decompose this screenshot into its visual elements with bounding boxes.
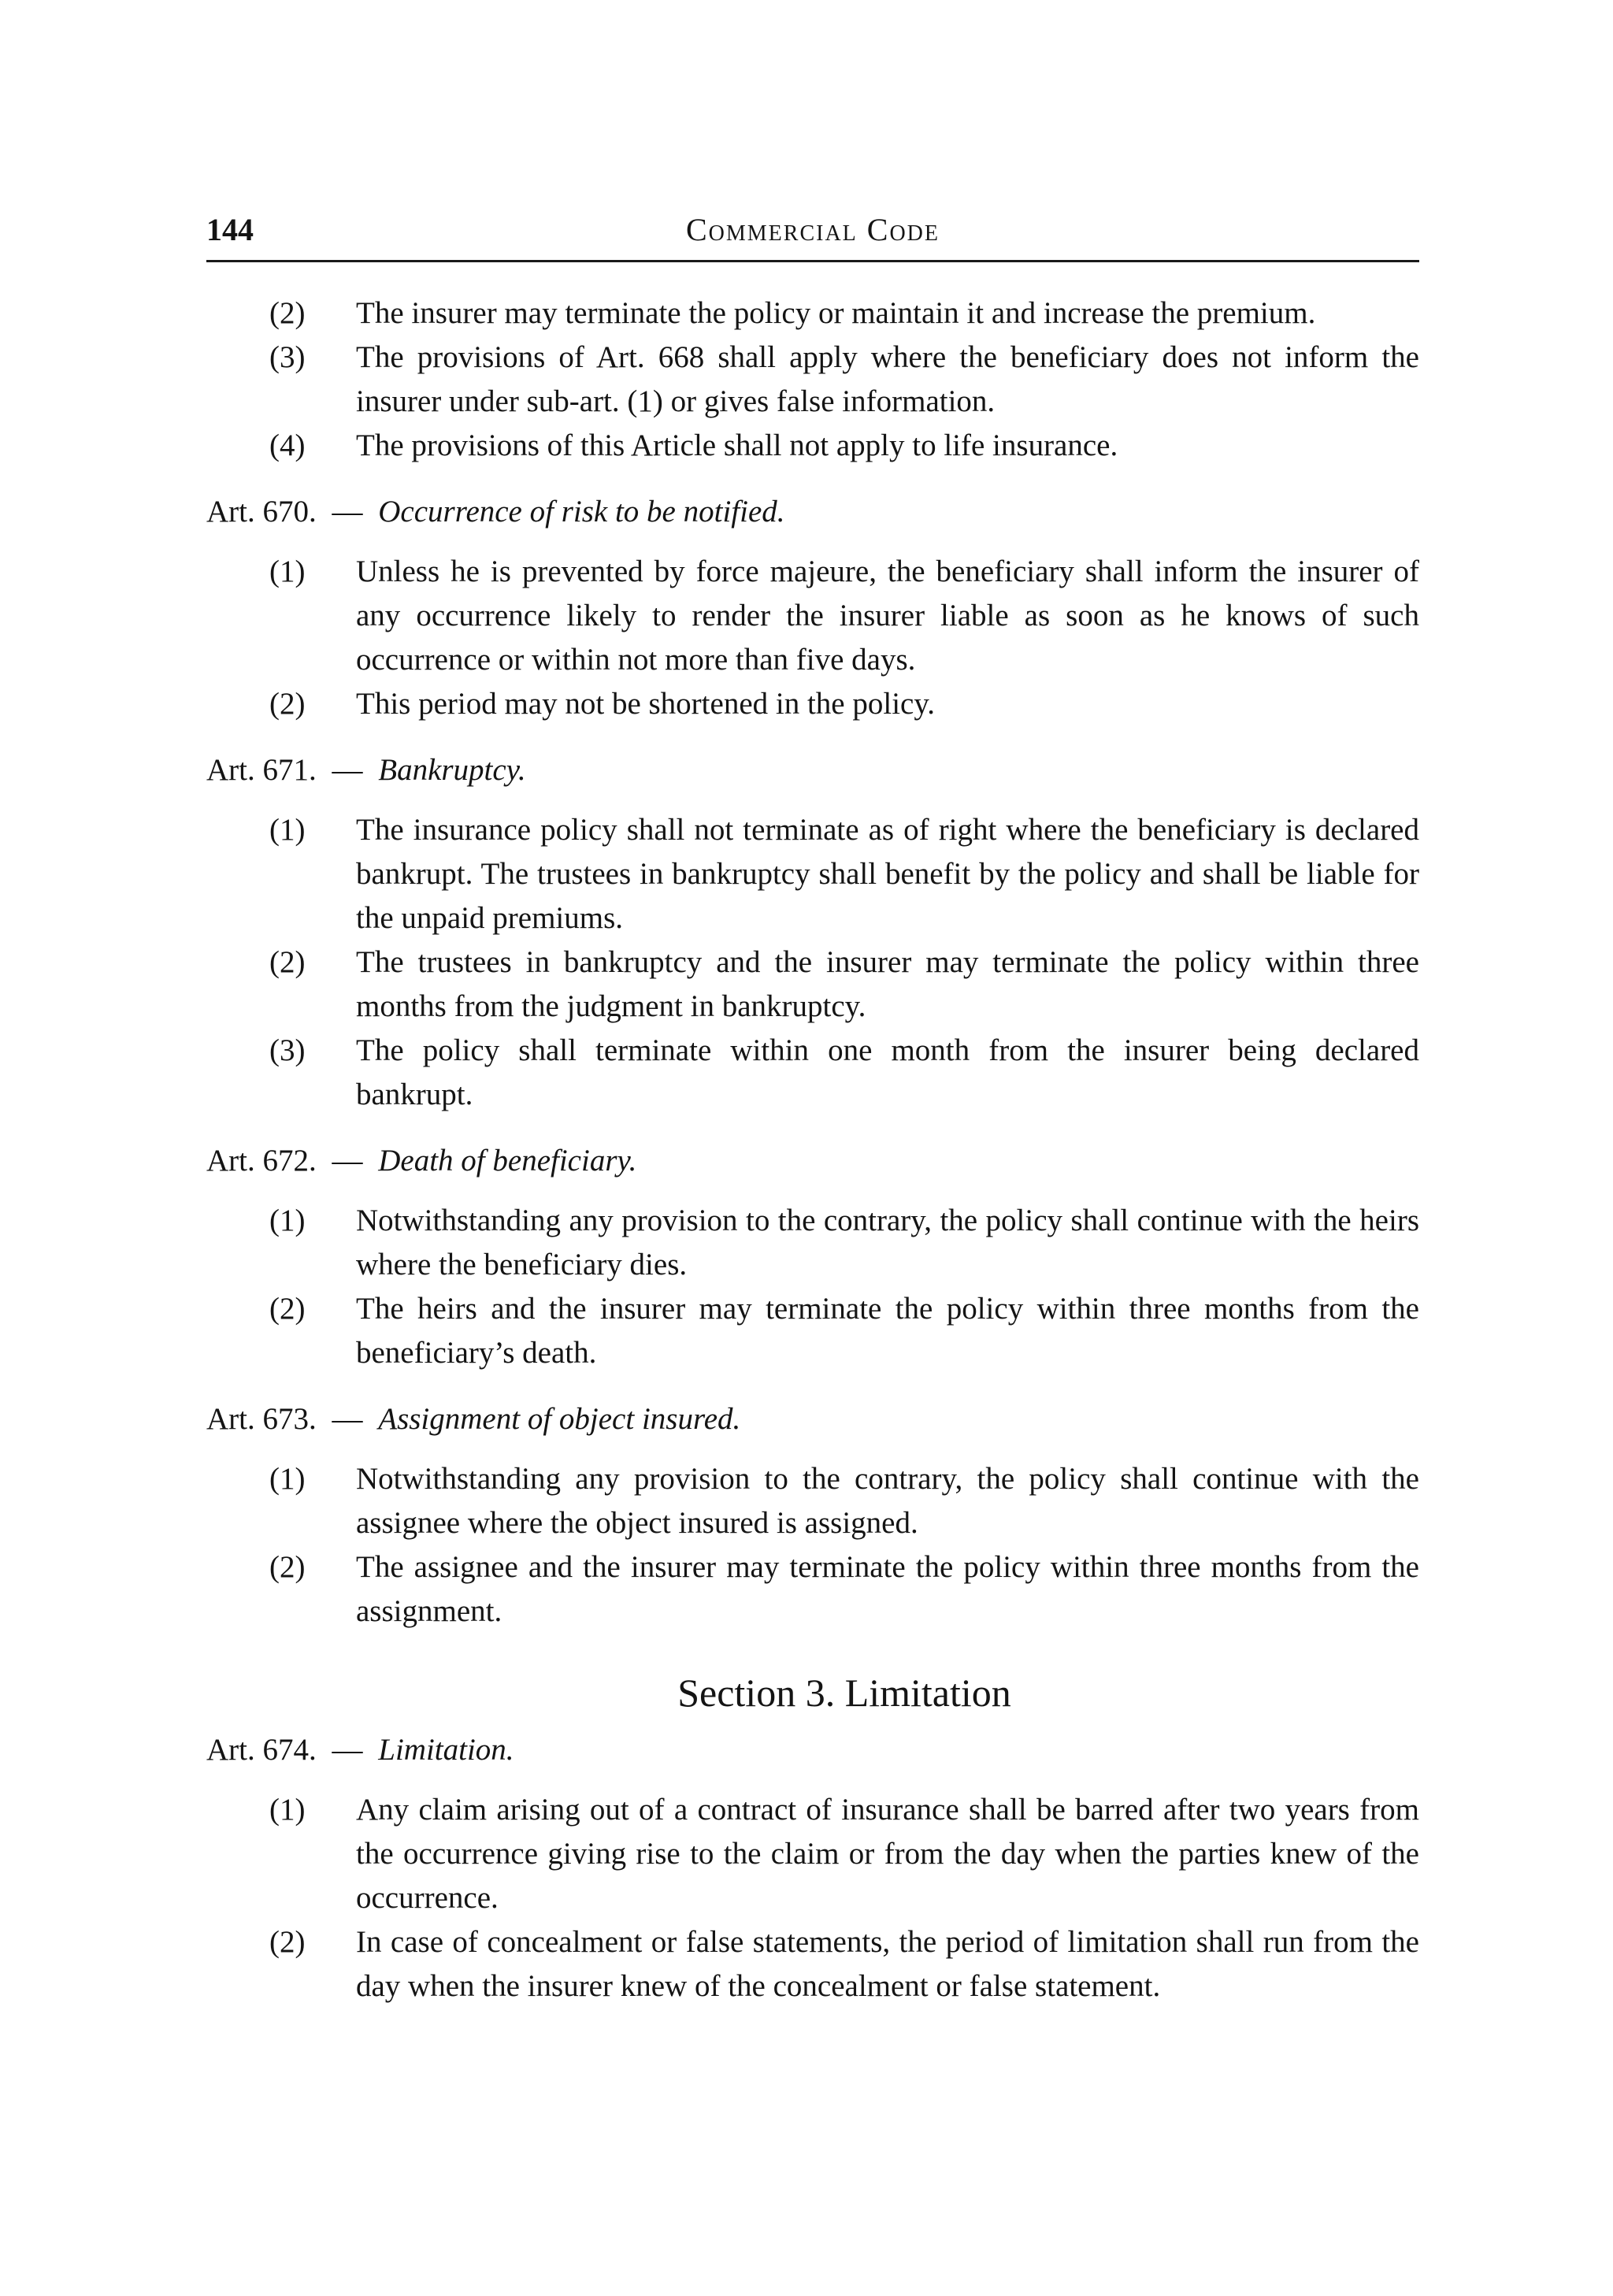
paragraph-number: (2)	[269, 1550, 306, 1584]
paragraph-text: The policy shall terminate within one month from the insurer being declared bankrupt.	[356, 1033, 1419, 1111]
paragraph	[206, 1920, 1419, 2009]
article-dash: —	[332, 753, 363, 787]
section-heading: Section 3. Limitation	[677, 1671, 1011, 1715]
article-dash: —	[332, 495, 363, 529]
paragraph	[206, 291, 1419, 336]
running-head	[206, 206, 1419, 254]
paragraph-text: The provisions of Art. 668 shall apply where the beneficiary does not inform the insurer under sub-art. (1) or gives false information.	[356, 340, 1419, 418]
paragraph-text: Unless he is prevented by force majeure, the beneficiary shall inform the insurer of any occurrence likely to render the insurer liable as soon as he knows of such occurrence or within not more than five days.	[356, 555, 1419, 677]
paragraph-text: Notwithstanding any provision to the contrary, the policy shall continue with the heirs where the beneficiary dies.	[356, 1204, 1419, 1282]
paragraph	[206, 1788, 1419, 1920]
article-title: Death of beneficiary.	[378, 1144, 637, 1178]
paragraph-number: (2)	[269, 687, 306, 721]
paragraph-number: (2)	[269, 1292, 306, 1326]
paragraph	[206, 808, 1419, 940]
article-number: Art. 672.	[206, 1144, 317, 1178]
article-title: Occurrence of risk to be notified.	[378, 495, 785, 529]
page-number: 144	[206, 212, 254, 247]
article-number: Art. 671.	[206, 753, 317, 787]
paragraph-text: The trustees in bankruptcy and the insurer may terminate the policy within three months from the judgment in bankruptcy.	[356, 945, 1419, 1023]
paragraph-text: Notwithstanding any provision to the contrary, the policy shall continue with the assignee where the object insured is assigned.	[356, 1462, 1419, 1540]
article-heading	[206, 1397, 1419, 1441]
paragraph	[206, 1199, 1419, 1287]
paragraph-text: In case of concealment or false statements, the period of limitation shall run from the day when the insurer knew of the concealment or false statement.	[356, 1925, 1419, 2003]
paragraph-number: (4)	[269, 428, 306, 462]
paragraph-number: (2)	[269, 1925, 306, 1959]
article-title: Bankruptcy.	[378, 753, 526, 787]
article-title: Limitation.	[378, 1733, 514, 1767]
paragraph	[206, 1287, 1419, 1375]
paragraph	[206, 550, 1419, 682]
article-dash: —	[332, 1733, 363, 1767]
article-dash: —	[332, 1402, 363, 1436]
paragraph-number: (2)	[269, 296, 306, 330]
article-heading	[206, 490, 1419, 534]
paragraph-text: The assignee and the insurer may terminate the policy within three months from the assignment.	[356, 1550, 1419, 1628]
paragraph-text: The insurer may terminate the policy or maintain it and increase the premium.	[356, 296, 1316, 330]
paragraph-number: (1)	[269, 1462, 306, 1496]
body-text	[206, 291, 1419, 2009]
article-number: Art. 670.	[206, 495, 317, 529]
paragraph-number: (2)	[269, 945, 306, 979]
paragraph-number: (1)	[269, 1793, 306, 1827]
paragraph-text: The insurance policy shall not terminate as of right where the beneficiary is declared bankrupt. The trustees in bankruptcy shall benefit by the policy and shall be liable for the unpaid premiums.	[356, 813, 1419, 935]
paragraph-number: (3)	[269, 340, 306, 374]
paragraph	[206, 682, 1419, 726]
paragraph-text: This period may not be shortened in the policy.	[356, 687, 936, 721]
paragraph-number: (1)	[269, 555, 306, 588]
article-dash: —	[332, 1144, 363, 1178]
paragraph-number: (3)	[269, 1033, 306, 1067]
article-number: Art. 673.	[206, 1402, 317, 1436]
paragraph-text: The heirs and the insurer may terminate the policy within three months from the beneficiary’s death.	[356, 1292, 1419, 1370]
header-rule	[206, 260, 1419, 262]
paragraph	[206, 424, 1419, 468]
paragraph	[206, 940, 1419, 1029]
article-title: Assignment of object insured.	[378, 1402, 741, 1436]
paragraph	[206, 336, 1419, 424]
paragraph	[206, 1545, 1419, 1634]
article-heading	[206, 748, 1419, 792]
paragraph	[206, 1029, 1419, 1117]
paragraph-number: (1)	[269, 813, 306, 847]
paragraph-text: The provisions of this Article shall not apply to life insurance.	[356, 428, 1118, 462]
article-number: Art. 674.	[206, 1733, 317, 1767]
paragraph-number: (1)	[269, 1204, 306, 1237]
article-heading	[206, 1728, 1419, 1772]
article-heading	[206, 1139, 1419, 1183]
running-title: Commercial Code	[685, 212, 940, 247]
paragraph-text: Any claim arising out of a contract of insurance shall be barred after two years from the occurrence giving rise to the claim or from the day when the parties knew of the occurrence.	[356, 1793, 1419, 1915]
paragraph	[206, 1457, 1419, 1545]
